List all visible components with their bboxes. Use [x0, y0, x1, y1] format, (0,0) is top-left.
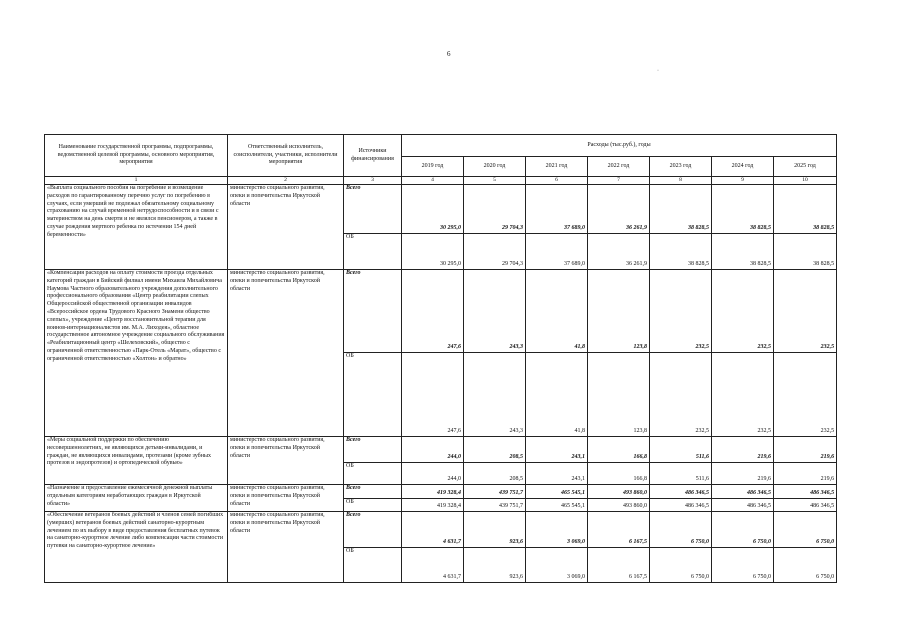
ob-value: 243,3 — [464, 353, 526, 437]
total-value: 232,5 — [650, 270, 712, 353]
total-value: 6 750,0 — [712, 512, 774, 548]
column-index: 3 — [344, 177, 402, 185]
source-total: Всего — [344, 437, 402, 463]
header-year: 2024 год — [712, 157, 774, 177]
header-year: 2025 год — [774, 157, 837, 177]
executor-name: министерство социального развития, опеки и попечительства Иркутской области — [228, 185, 344, 270]
total-value: 219,6 — [774, 437, 837, 463]
header-executor: Ответственный исполнитель, соисполнители, участники, исполнители мероприятия — [228, 135, 344, 177]
table-row — [45, 485, 837, 499]
source-ob: ОБ — [344, 463, 402, 485]
ob-value: 232,5 — [712, 353, 774, 437]
total-value: 38 828,5 — [774, 185, 837, 234]
source-ob: ОБ — [344, 499, 402, 512]
total-value: 29 704,3 — [464, 185, 526, 234]
measure-name: «Компенсация расходов на оплату стоимости проезда отдельных категорий граждан в Бийский филиал имени Михаила Михайловича Наумова Частного образовательного учреждения дополнительного профессионального образования «Центр реабилитации слепых Общероссийской общественной организации инвалидов «Всероссийское ордена Трудового Красного Знамени общество слепых», учреждение «Центр восстановительной терапии для воинов-интернационалистов им. М.А. Лиходея», областное государственное автономное учреждение социального обслуживания «Реабилитационный центр «Шелеховский», общество с ограниченной ответственностью «Парк-Отель «Марат», общество с ограниченной ответственностью «Холтон» и обратно» — [45, 270, 228, 437]
header-year: 2021 год — [526, 157, 588, 177]
total-value: 38 828,5 — [712, 185, 774, 234]
table-row — [45, 437, 837, 463]
ob-value: 6 167,5 — [588, 548, 650, 583]
total-value: 219,6 — [712, 437, 774, 463]
column-index: 2 — [228, 177, 344, 185]
total-value: 486 346,5 — [712, 485, 774, 499]
total-value: 123,8 — [588, 270, 650, 353]
ob-value: 38 828,5 — [712, 234, 774, 270]
total-value: 3 069,0 — [526, 512, 588, 548]
ob-value: 208,5 — [464, 463, 526, 485]
expenses-table — [44, 134, 837, 583]
total-value: 6 750,0 — [650, 512, 712, 548]
ob-value: 243,1 — [526, 463, 588, 485]
ob-value: 439 751,7 — [464, 499, 526, 512]
ob-value: 123,8 — [588, 353, 650, 437]
source-ob: ОБ — [344, 548, 402, 583]
total-value: 439 751,7 — [464, 485, 526, 499]
ob-value: 232,5 — [650, 353, 712, 437]
total-value: 6 167,5 — [588, 512, 650, 548]
ob-value: 493 860,0 — [588, 499, 650, 512]
column-index: 6 — [526, 177, 588, 185]
ob-value: 6 750,0 — [712, 548, 774, 583]
ob-value: 486 346,5 — [650, 499, 712, 512]
total-value: 4 631,7 — [402, 512, 464, 548]
ob-value: 219,6 — [774, 463, 837, 485]
ob-value: 419 328,4 — [402, 499, 464, 512]
stray-mark: · — [657, 68, 659, 74]
source-total: Всего — [344, 485, 402, 499]
source-ob: ОБ — [344, 353, 402, 437]
header-year: 2023 год — [650, 157, 712, 177]
total-value: 247,6 — [402, 270, 464, 353]
ob-value: 166,8 — [588, 463, 650, 485]
column-index: 1 — [45, 177, 228, 185]
ob-value: 465 545,1 — [526, 499, 588, 512]
ob-value: 247,6 — [402, 353, 464, 437]
source-total: Всего — [344, 270, 402, 353]
ob-value: 486 346,5 — [712, 499, 774, 512]
total-value: 166,8 — [588, 437, 650, 463]
total-value: 244,0 — [402, 437, 464, 463]
column-index: 8 — [650, 177, 712, 185]
measure-name: «Обеспечение ветеранов боевых действий и членов семей погибших (умерших) ветеранов боевых действий санаторно-курортным лечением по их выбору в виде предоставления бесплатных путевок на санаторно-курортное лечение либо компенсации части стоимости путевки на санаторно-курортное лечение» — [45, 512, 228, 583]
table-row — [45, 512, 837, 548]
column-index: 5 — [464, 177, 526, 185]
ob-value: 3 069,0 — [526, 548, 588, 583]
total-value: 232,5 — [712, 270, 774, 353]
ob-value: 219,6 — [712, 463, 774, 485]
ob-value: 38 828,5 — [774, 234, 837, 270]
total-value: 38 828,5 — [650, 185, 712, 234]
ob-value: 41,8 — [526, 353, 588, 437]
total-value: 493 860,0 — [588, 485, 650, 499]
column-index: 4 — [402, 177, 464, 185]
ob-value: 232,5 — [774, 353, 837, 437]
total-value: 486 346,5 — [774, 485, 837, 499]
ob-value: 6 750,0 — [774, 548, 837, 583]
ob-value: 923,6 — [464, 548, 526, 583]
total-value: 37 689,0 — [526, 185, 588, 234]
ob-value: 37 689,0 — [526, 234, 588, 270]
header-expenses: Расходы (тыс.руб.), годы — [402, 135, 837, 157]
total-value: 41,8 — [526, 270, 588, 353]
total-value: 243,1 — [526, 437, 588, 463]
ob-value: 511,6 — [650, 463, 712, 485]
executor-name: министерство социального развития, опеки и попечительства Иркутской области — [228, 270, 344, 437]
ob-value: 244,0 — [402, 463, 464, 485]
total-value: 36 261,9 — [588, 185, 650, 234]
column-index: 10 — [774, 177, 837, 185]
total-value: 465 545,1 — [526, 485, 588, 499]
measure-name: «Меры социальной поддержки по обеспечению несовершеннолетних, не являющихся детьми-инвалидами, и граждан, не являющихся инвалидами, протезами (кроме зубных протезов и эндопротезов) и ортопедической обувью» — [45, 437, 228, 485]
total-value: 208,5 — [464, 437, 526, 463]
header-year: 2022 год — [588, 157, 650, 177]
executor-name: министерство социального развития, опеки и попечительства Иркутской области — [228, 485, 344, 512]
source-total: Всего — [344, 185, 402, 234]
ob-value: 36 261,9 — [588, 234, 650, 270]
header-name: Наименование государственной программы, подпрограммы, ведомственной целевой программы, основного мероприятия, мероприятия — [45, 135, 228, 177]
total-value: 923,6 — [464, 512, 526, 548]
total-value: 486 346,5 — [650, 485, 712, 499]
executor-name: министерство социального развития, опеки и попечительства Иркутской области — [228, 512, 344, 583]
header-year: 2019 год — [402, 157, 464, 177]
page-number: 6 — [447, 50, 451, 58]
source-ob: ОБ — [344, 234, 402, 270]
ob-value: 29 704,3 — [464, 234, 526, 270]
column-index: 7 — [588, 177, 650, 185]
ob-value: 6 750,0 — [650, 548, 712, 583]
measure-name: «Выплата социального пособия на погребение и возмещение расходов по гарантированному перечню услуг по погребению в случаях, если умерший не подлежал обязательному социальному страхованию на случай временной нетрудоспособности и в связи с материнством на день смерти и не являлся пенсионером, а также в случае рождения мертвого ребенка по истечении 154 дней беременности» — [45, 185, 228, 270]
header-year: 2020 год — [464, 157, 526, 177]
total-value: 6 750,0 — [774, 512, 837, 548]
header-source: Источники финансирования — [344, 135, 402, 177]
column-index: 9 — [712, 177, 774, 185]
ob-value: 30 295,0 — [402, 234, 464, 270]
measure-name: «Назначение и предоставление ежемесячной денежной выплаты отдельным категориям неработающих граждан в Иркутской области» — [45, 485, 228, 512]
source-total: Всего — [344, 512, 402, 548]
executor-name: министерство социального развития, опеки и попечительства Иркутской области — [228, 437, 344, 485]
ob-value: 486 346,5 — [774, 499, 837, 512]
total-value: 30 295,0 — [402, 185, 464, 234]
table-row — [45, 270, 837, 353]
ob-value: 4 631,7 — [402, 548, 464, 583]
total-value: 419 328,4 — [402, 485, 464, 499]
table-body — [45, 185, 837, 583]
total-value: 243,3 — [464, 270, 526, 353]
total-value: 511,6 — [650, 437, 712, 463]
table-row — [45, 185, 837, 234]
ob-value: 38 828,5 — [650, 234, 712, 270]
total-value: 232,5 — [774, 270, 837, 353]
